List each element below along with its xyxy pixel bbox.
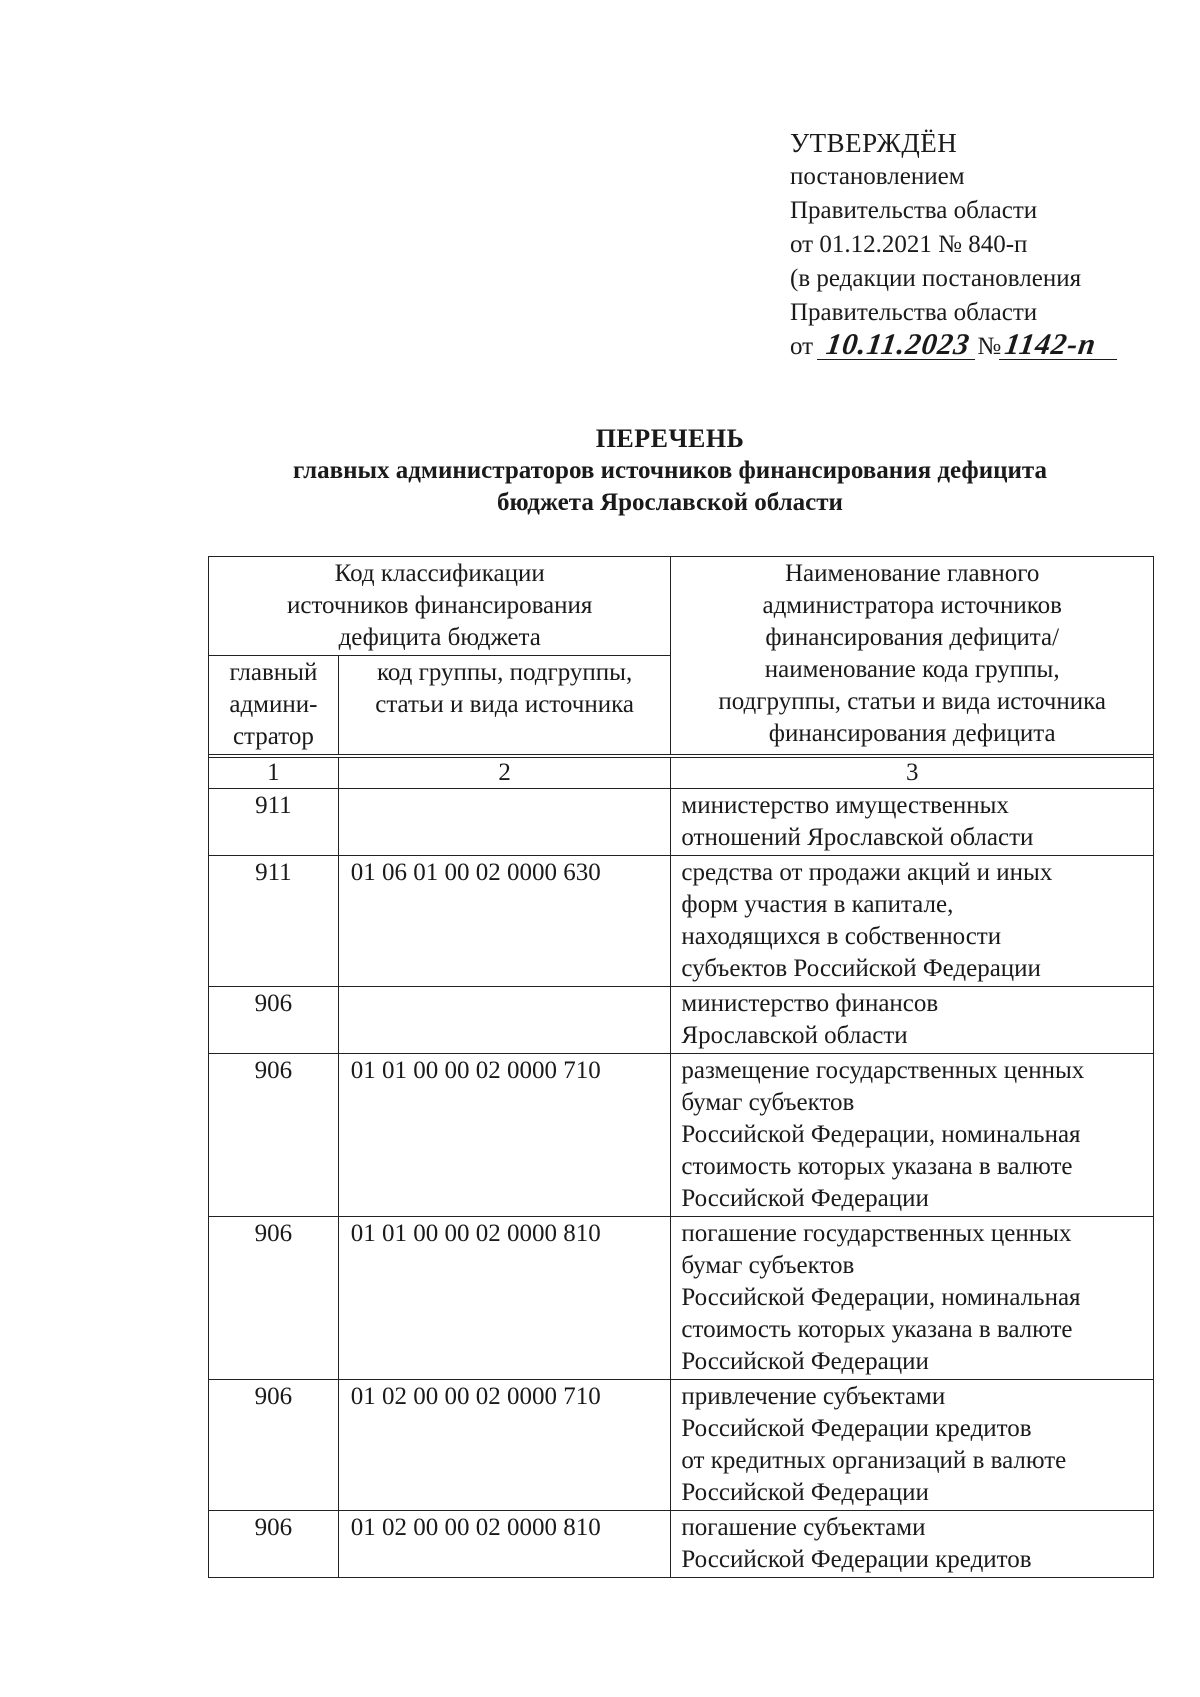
source-code-cell: 01 01 00 00 02 0000 710 bbox=[338, 1054, 671, 1217]
admin-code-cell: 911 bbox=[209, 856, 339, 987]
source-code-cell bbox=[338, 987, 671, 1054]
column-number: 2 bbox=[338, 758, 671, 789]
name-line: Российской Федерации кредитов bbox=[681, 1546, 1032, 1573]
handwritten-number: 1142-п bbox=[999, 331, 1121, 360]
header-code: код группы, подгруппы, статьи и вида источника bbox=[338, 656, 671, 755]
approval-line: (в редакции постановления bbox=[790, 265, 1082, 292]
approval-line: Правительства области bbox=[790, 299, 1038, 326]
table-body bbox=[209, 789, 1154, 1578]
source-code-cell: 01 01 00 00 02 0000 810 bbox=[338, 1217, 671, 1380]
document-title: ПЕРЕЧЕНЬ bbox=[595, 424, 745, 453]
name-cell bbox=[671, 1511, 1154, 1578]
name-line: бумаг субъектов bbox=[681, 1252, 855, 1279]
name-line: Российской Федерации, номинальная bbox=[681, 1121, 1081, 1148]
name-line: Ярославской области bbox=[681, 1022, 908, 1049]
table-row bbox=[209, 1217, 1154, 1380]
table-row bbox=[209, 856, 1154, 987]
date-prefix: от bbox=[790, 333, 814, 360]
name-line: министерство финансов bbox=[681, 990, 939, 1017]
name-line: стоимость которых указана в валюте bbox=[681, 1153, 1073, 1180]
name-line: привлечение субъектами bbox=[681, 1383, 946, 1410]
admin-code-cell: 906 bbox=[209, 1380, 339, 1511]
name-line: Российской Федерации bbox=[681, 1185, 929, 1212]
approval-line: Правительства области bbox=[790, 197, 1038, 224]
name-cell bbox=[671, 987, 1154, 1054]
document-subtitle-line: бюджета Ярославской области bbox=[497, 489, 843, 516]
name-line: Российской Федерации, номинальная bbox=[681, 1284, 1081, 1311]
name-line: погашение субъектами bbox=[681, 1514, 926, 1541]
name-line: размещение государственных ценных bbox=[681, 1057, 1085, 1084]
header-code-group: Код классификации источников финансирования дефицита бюджета bbox=[209, 557, 671, 656]
admin-code-cell: 906 bbox=[209, 1217, 339, 1380]
admin-code-cell: 906 bbox=[209, 1511, 339, 1578]
column-number: 1 bbox=[209, 758, 339, 789]
admin-code-cell: 911 bbox=[209, 789, 339, 856]
name-line: министерство имущественных bbox=[681, 792, 1009, 819]
approval-line: постановлением bbox=[790, 163, 965, 190]
approval-date-line bbox=[790, 330, 1119, 364]
table-row bbox=[209, 789, 1154, 856]
name-line: стоимость которых указана в валюте bbox=[681, 1316, 1073, 1343]
source-code-cell bbox=[338, 789, 671, 856]
table-row bbox=[209, 987, 1154, 1054]
name-cell bbox=[671, 789, 1154, 856]
name-line: находящихся в собственности bbox=[681, 923, 1002, 950]
header-name: Наименование главного администратора источников финансирования дефицита/ наименование кода группы, подгруппы, статьи и вида источника финансирования дефицита bbox=[671, 557, 1154, 755]
name-line: погашение государственных ценных bbox=[681, 1220, 1072, 1247]
column-number: 3 bbox=[671, 758, 1154, 789]
name-line: бумаг субъектов bbox=[681, 1089, 855, 1116]
name-line: форм участия в капитале, bbox=[681, 891, 954, 918]
number-sign: № bbox=[977, 333, 1002, 360]
table-row bbox=[209, 1380, 1154, 1511]
name-cell bbox=[671, 1054, 1154, 1217]
document-subtitle-line: главных администраторов источников финансирования дефицита bbox=[292, 457, 1048, 484]
source-code-cell: 01 06 01 00 02 0000 630 bbox=[338, 856, 671, 987]
name-line: Российской Федерации bbox=[681, 1479, 929, 1506]
admin-code-cell: 906 bbox=[209, 987, 339, 1054]
name-line: отношений Ярославской области bbox=[681, 824, 1034, 851]
approval-title: УТВЕРЖДЁН bbox=[790, 128, 958, 158]
name-cell bbox=[671, 856, 1154, 987]
table-row bbox=[209, 1054, 1154, 1217]
source-code-cell: 01 02 00 00 02 0000 710 bbox=[338, 1380, 671, 1511]
name-cell bbox=[671, 1380, 1154, 1511]
name-line: средства от продажи акций и иных bbox=[681, 859, 1053, 886]
approval-stamp bbox=[790, 126, 1119, 364]
name-line: субъектов Российской Федерации bbox=[681, 955, 1041, 982]
name-line: Российской Федерации кредитов bbox=[681, 1415, 1032, 1442]
name-line: от кредитных организаций в валюте bbox=[681, 1447, 1067, 1474]
source-code-cell: 01 02 00 00 02 0000 810 bbox=[338, 1511, 671, 1578]
document-heading bbox=[180, 423, 1160, 519]
admin-code-cell: 906 bbox=[209, 1054, 339, 1217]
table-row bbox=[209, 1511, 1154, 1578]
name-cell bbox=[671, 1217, 1154, 1380]
header-admin: главный админи- стратор bbox=[209, 656, 339, 755]
name-line: Российской Федерации bbox=[681, 1348, 929, 1375]
column-number-row bbox=[209, 758, 1154, 789]
handwritten-date: 10.11.2023 bbox=[817, 331, 979, 360]
approval-line: от 01.12.2021 № 840-п bbox=[790, 231, 1028, 258]
sources-table bbox=[208, 556, 1154, 1578]
